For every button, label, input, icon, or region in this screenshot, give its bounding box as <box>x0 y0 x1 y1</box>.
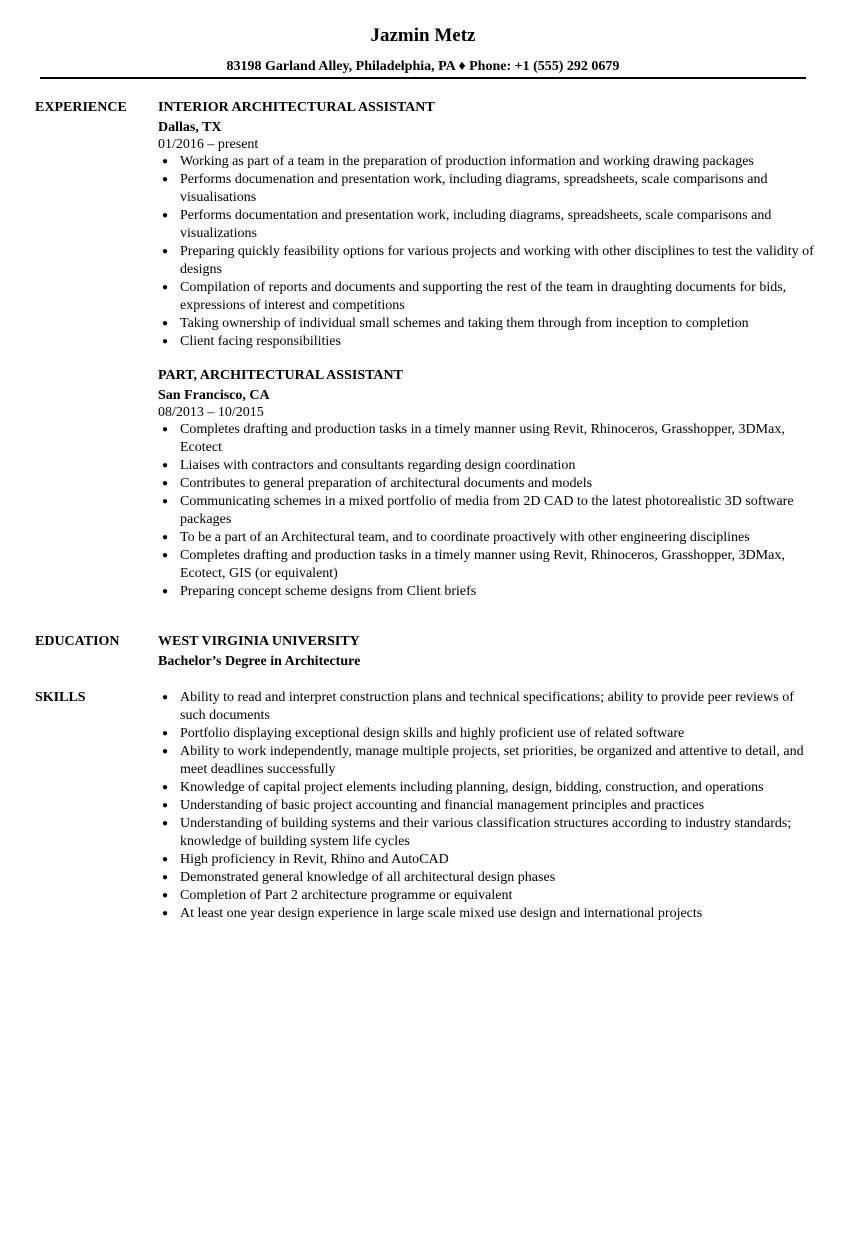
bullet-item <box>158 797 818 815</box>
bullet-item <box>158 333 818 351</box>
job-title: PART, ARCHITECTURAL ASSISTANT <box>158 368 403 383</box>
bullet-item <box>158 171 818 207</box>
bullet-dot-icon: ● <box>162 854 169 865</box>
bullet-text: Demonstrated general knowledge of all architectural design phases <box>180 870 556 885</box>
education-body <box>158 633 818 671</box>
bullet-text: High proficiency in Revit, Rhino and AutoCAD <box>180 852 449 867</box>
job-dates: 01/2016 – present <box>158 137 259 152</box>
job-location: San Francisco, CA <box>158 388 270 403</box>
job-entry <box>158 99 818 351</box>
bullet-dot-icon: ● <box>162 478 169 489</box>
bullet-item <box>158 315 818 333</box>
job-bullet-list <box>158 421 818 601</box>
bullet-text: To be a part of an Architectural team, and to coordinate proactively with other engineering disciplines <box>180 530 750 545</box>
bullet-dot-icon: ● <box>162 246 169 257</box>
job-bullet-list <box>158 153 818 351</box>
skills-heading: SKILLS <box>35 690 86 705</box>
bullet-item <box>158 743 818 779</box>
bullet-dot-icon: ● <box>162 282 169 293</box>
bullet-item <box>158 529 818 547</box>
bullet-dot-icon: ● <box>162 496 169 507</box>
skills-bullet-list <box>158 689 818 923</box>
bullet-item <box>158 279 818 315</box>
bullet-dot-icon: ● <box>162 336 169 347</box>
education-heading: EDUCATION <box>35 634 120 649</box>
job-dates: 08/2013 – 10/2015 <box>158 405 264 420</box>
bullet-text: Communicating schemes in a mixed portfolio of media from 2D CAD to the latest photorealistic 3D software packages <box>180 494 794 527</box>
bullet-dot-icon: ● <box>162 890 169 901</box>
bullet-text: Contributes to general preparation of architectural documents and models <box>180 476 593 491</box>
bullet-dot-icon: ● <box>162 800 169 811</box>
contact-line: 83198 Garland Alley, Philadelphia, PA ♦ Phone: +1 (555) 292 0679 <box>226 59 620 74</box>
bullet-dot-icon: ● <box>162 782 169 793</box>
bullet-text: Completes drafting and production tasks in a timely manner using Revit, Rhinoceros, Grasshopper, 3DMax, Ecotect, GIS (or equivalent) <box>180 548 785 581</box>
bullet-dot-icon: ● <box>162 550 169 561</box>
bullet-item <box>158 493 818 529</box>
bullet-text: At least one year design experience in large scale mixed use design and international projects <box>180 906 703 921</box>
bullet-item <box>158 547 818 583</box>
bullet-text: Preparing concept scheme designs from Client briefs <box>180 584 477 599</box>
bullet-item <box>158 689 818 725</box>
bullet-dot-icon: ● <box>162 210 169 221</box>
bullet-dot-icon: ● <box>162 872 169 883</box>
bullet-text: Understanding of basic project accounting and financial management principles and practices <box>180 798 705 813</box>
bullet-text: Understanding of building systems and their various classification structures according to industry standards; knowledge of building system life cycles <box>180 816 792 849</box>
candidate-name: Jazmin Metz <box>370 25 476 46</box>
bullet-text: Portfolio displaying exceptional design skills and highly proficient use of related software <box>180 726 685 741</box>
header-divider <box>40 77 806 79</box>
bullet-text: Knowledge of capital project elements including planning, design, bidding, construction, and operations <box>180 780 764 795</box>
bullet-text: Ability to read and interpret construction plans and technical specifications; ability to provide peer reviews of such documents <box>180 690 794 723</box>
bullet-item <box>158 243 818 279</box>
bullet-text: Compilation of reports and documents and supporting the rest of the team in draughting documents for bids, expressions of interest and competitions <box>180 280 787 313</box>
bullet-text: Performs documenation and presentation work, including diagrams, spreadsheets, scale comparisons and visualisations <box>180 172 768 205</box>
bullet-dot-icon: ● <box>162 318 169 329</box>
job-title: INTERIOR ARCHITECTURAL ASSISTANT <box>158 100 435 115</box>
bullet-item <box>158 887 818 905</box>
bullet-item <box>158 851 818 869</box>
bullet-dot-icon: ● <box>162 532 169 543</box>
bullet-dot-icon: ● <box>162 174 169 185</box>
bullet-item <box>158 583 818 601</box>
degree-name: Bachelor’s Degree in Architecture <box>158 654 361 669</box>
bullet-item <box>158 457 818 475</box>
bullet-text: Ability to work independently, manage multiple projects, set priorities, be organized and attentive to detail, and meet deadlines successfully <box>180 744 804 777</box>
bullet-dot-icon: ● <box>162 586 169 597</box>
bullet-dot-icon: ● <box>162 818 169 829</box>
bullet-text: Performs documentation and presentation work, including diagrams, spreadsheets, scale comparisons and visualizations <box>180 208 772 241</box>
bullet-item <box>158 779 818 797</box>
bullet-text: Completion of Part 2 architecture programme or equivalent <box>180 888 513 903</box>
bullet-item <box>158 475 818 493</box>
job-location: Dallas, TX <box>158 120 222 135</box>
bullet-dot-icon: ● <box>162 156 169 167</box>
bullet-item <box>158 815 818 851</box>
school-name: WEST VIRGINIA UNIVERSITY <box>158 634 360 649</box>
experience-heading: EXPERIENCE <box>35 100 127 115</box>
bullet-item <box>158 207 818 243</box>
bullet-dot-icon: ● <box>162 746 169 757</box>
bullet-dot-icon: ● <box>162 424 169 435</box>
bullet-dot-icon: ● <box>162 728 169 739</box>
bullet-text: Completes drafting and production tasks in a timely manner using Revit, Rhinoceros, Grasshopper, 3DMax, Ecotect <box>180 422 785 455</box>
bullet-item <box>158 725 818 743</box>
bullet-dot-icon: ● <box>162 692 169 703</box>
bullet-item <box>158 869 818 887</box>
bullet-dot-icon: ● <box>162 908 169 919</box>
bullet-item <box>158 905 818 923</box>
skills-body <box>158 689 818 923</box>
bullet-item <box>158 153 818 171</box>
bullet-text: Preparing quickly feasibility options for various projects and working with other disciplines to test the validity of designs <box>180 244 814 277</box>
job-entry <box>158 367 818 601</box>
experience-jobs <box>158 99 818 617</box>
bullet-text: Client facing responsibilities <box>180 334 341 349</box>
bullet-dot-icon: ● <box>162 460 169 471</box>
bullet-text: Liaises with contractors and consultants regarding design coordination <box>180 458 576 473</box>
bullet-text: Working as part of a team in the preparation of production information and working drawing packages <box>180 154 754 169</box>
bullet-text: Taking ownership of individual small schemes and taking them through from inception to completion <box>180 316 749 331</box>
bullet-item <box>158 421 818 457</box>
